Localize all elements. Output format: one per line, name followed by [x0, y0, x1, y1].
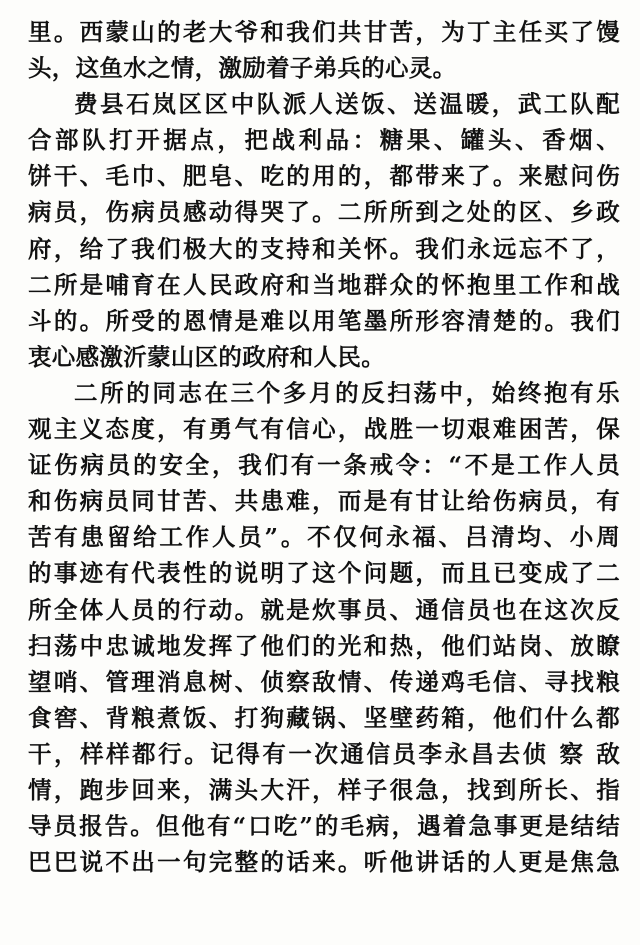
text-line: 苦有患留给工作人员”。不仅何永福、吕清均、小周: [28, 523, 620, 552]
text-line: 所全体人员的行动。就是炊事员、通信员也在这次反: [28, 595, 620, 624]
text-line: 观主义态度，有勇气有信心，战胜一切艰难困苦，保: [28, 415, 620, 444]
text-line: 巴巴说不出一句完整的话来。听他讲话的人更是焦急: [28, 848, 620, 877]
text-line: 的事迹有代表性的说明了这个问题，而且已变成了二: [28, 559, 620, 588]
text-line: 费县石岚区区中队派人送饭、送温暖，武工队配: [74, 90, 620, 119]
text-line: 里。西蒙山的老大爷和我们共甘苦，为丁主任买了馒: [28, 18, 620, 46]
text-line: 证伤病员的安全，我们有一条戒令：“不是工作人员: [28, 451, 620, 480]
text-line: 望哨、管理消息树、侦察敌情、传递鸡毛信、寻找粮: [28, 667, 620, 696]
text-line: 斗的。所受的恩情是难以用笔墨所形容清楚的。我们: [28, 306, 620, 335]
text-line: 饼干、毛巾、肥皂、吃的用的，都带来了。来慰问伤: [28, 162, 620, 191]
text-line: 二所的同志在三个多月的反扫荡中，始终抱有乐: [74, 378, 620, 407]
text-line: 食窖、背粮煮饭、打狗藏锅、坚壁药箱，他们什么都: [28, 703, 620, 732]
text-line: 合部队打开据点，把战利品：糖果、罐头、香烟、: [28, 126, 620, 155]
text-line: 二所是哺育在人民政府和当地群众的怀抱里工作和战: [28, 270, 620, 299]
text-line: 头，这鱼水之情，激励着子弟兵的心灵。: [28, 54, 457, 83]
text-line: 扫荡中忠诚地发挥了他们的光和热，他们站岗、放瞭: [28, 631, 620, 660]
body-text: [28, 14, 620, 880]
text-line: 衷心感激沂蒙山区的政府和人民。: [28, 342, 385, 371]
text-line: 病员，伤病员感动得哭了。二所所到之处的区、乡政: [28, 198, 620, 227]
text-line: 导员报告。但他有“口吃”的毛病，遇着急事更是结结: [28, 812, 620, 841]
text-line: 情，跑步回来，满头大汗，样子很急，找到所长、指: [28, 775, 620, 804]
text-line: 和伤病员同甘苦、共患难，而是有甘让给伤病员，有: [28, 487, 620, 516]
text-line: 干，样样都行。记得有一次通信员李永昌去侦 察 敌: [28, 739, 620, 768]
text-line: 府，给了我们极大的支持和关怀。我们永远忘不了，: [28, 234, 620, 263]
